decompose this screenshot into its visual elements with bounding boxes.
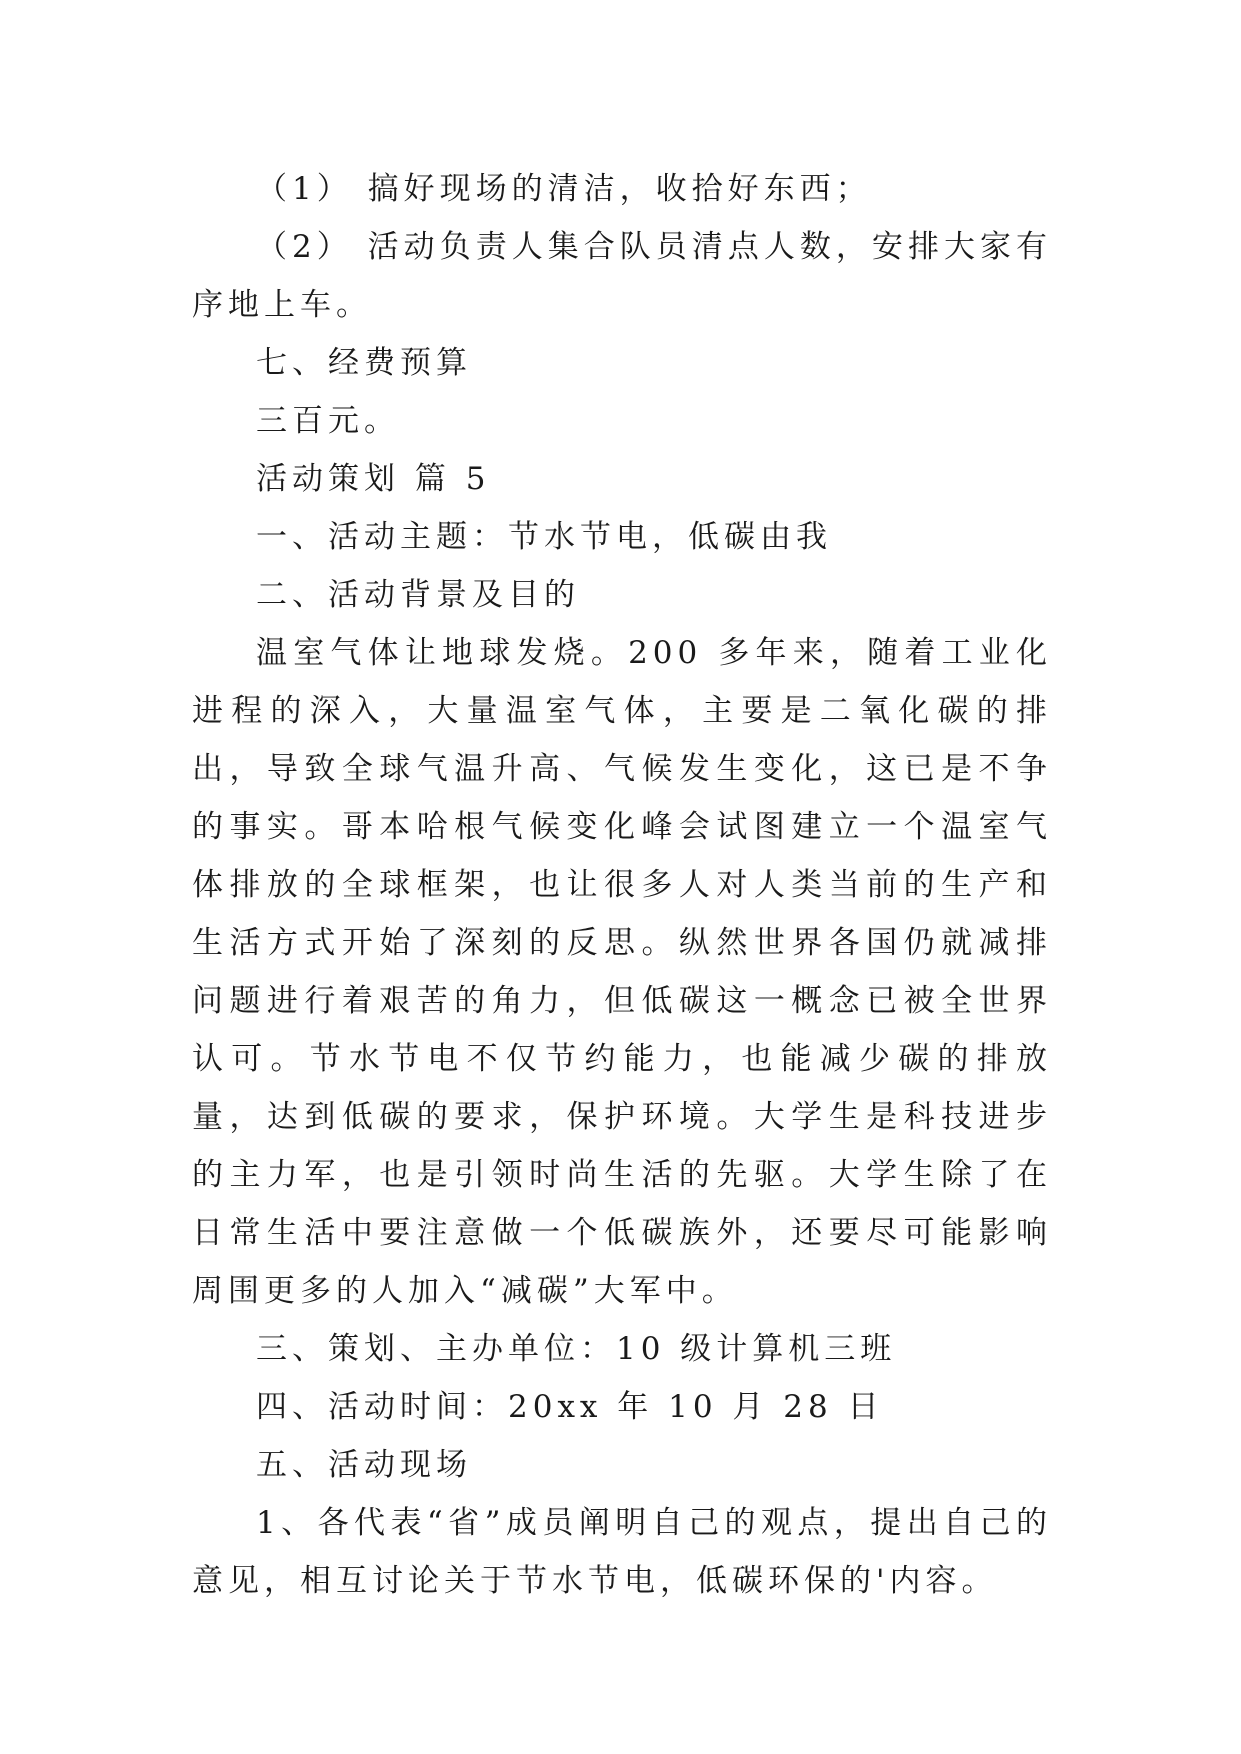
section-heading-budget: 七、经费预算 xyxy=(256,345,472,381)
document-page xyxy=(192,160,1052,1610)
section-heading-theme: 一、活动主题：节水节电，低碳由我 xyxy=(256,519,832,555)
venue-item-1: 1、各代表“省”成员阐明自己的观点，提出自己的意见，相互讨论关于节水节电，低碳环保的'内容。 xyxy=(192,1505,1052,1599)
background-body: 温室气体让地球发烧。200 多年来，随着工业化进程的深入，大量温室气体，主要是二氧化碳的排出，导致全球气温升高、气候发生变化，这已是不争的事实。哥本哈根气候变化峰会试图建立一个温室气体排放的全球框架，也让很多人对人类当前的生产和生活方式开始了深刻的反思。纵然世界各国仍就减排问题进行着艰苦的角力，但低碳这一概念已被全世界认可。节水节电不仅节约能力，也能减少碳的排放量，达到低碳的要求，保护环境。大学生是科技进步的主力军，也是引领时尚生活的先驱。大学生除了在日常生活中要注意做一个低碳族外，还要尽可能影响周围更多的人加入“减碳”大军中。 xyxy=(192,635,1052,1309)
list-item-2: （2） 活动负责人集合队员清点人数，安排大家有序地上车。 xyxy=(192,229,1052,323)
section-heading-time: 四、活动时间：20xx 年 10 月 28 日 xyxy=(256,1389,884,1425)
article-title: 活动策划 篇 5 xyxy=(256,461,491,497)
section-heading-organizer: 三、策划、主办单位：10 级计算机三班 xyxy=(256,1331,897,1367)
budget-amount: 三百元。 xyxy=(256,403,400,439)
section-heading-venue: 五、活动现场 xyxy=(256,1447,472,1483)
section-heading-background: 二、活动背景及目的 xyxy=(256,577,580,613)
list-item-1: （1） 搞好现场的清洁，收拾好东西； xyxy=(256,171,872,207)
